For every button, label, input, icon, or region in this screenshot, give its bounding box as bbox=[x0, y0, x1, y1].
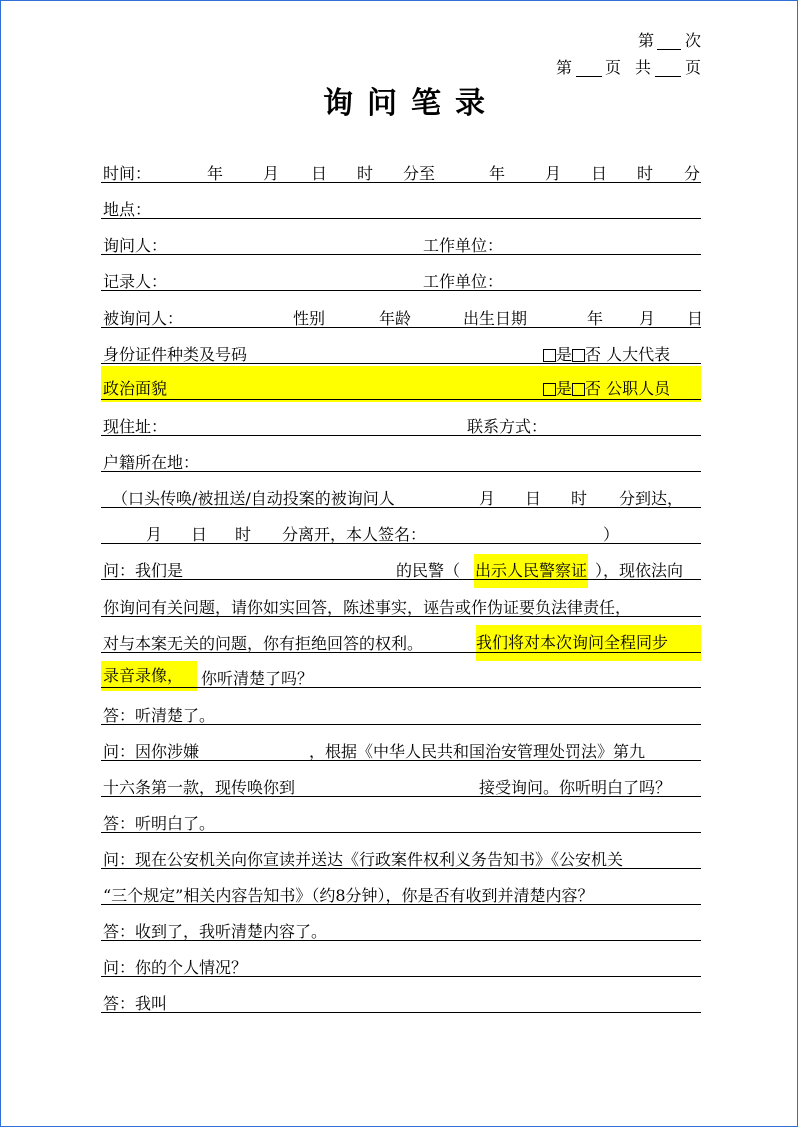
a1-field[interactable] bbox=[101, 724, 701, 725]
q2-line-1 bbox=[101, 760, 701, 761]
leave-close-paren: ） bbox=[603, 525, 620, 544]
q3-line-1 bbox=[101, 868, 701, 869]
a2-text: 答：听明白了。 bbox=[103, 814, 216, 833]
npc-no-label: 否 bbox=[585, 345, 602, 364]
total-label-suffix: 页 bbox=[685, 58, 702, 77]
time-end-minute: 分 bbox=[684, 164, 701, 183]
leave-month: 月 bbox=[146, 525, 163, 544]
political-label: 政治面貌 bbox=[103, 379, 168, 398]
time-field[interactable] bbox=[101, 182, 701, 183]
contact-label: 联系方式： bbox=[467, 417, 548, 436]
civil-yes-checkbox[interactable] bbox=[543, 383, 556, 396]
time-end-hour: 时 bbox=[637, 164, 654, 183]
residence-field[interactable] bbox=[101, 435, 701, 436]
q4-text: 问：你的个人情况？ bbox=[103, 958, 248, 977]
dob-label: 出生日期 bbox=[463, 309, 528, 328]
total-pages-field[interactable] bbox=[655, 76, 681, 77]
time-end-day: 日 bbox=[591, 164, 608, 183]
session-label-prefix: 第 bbox=[638, 31, 655, 50]
time-label: 时间： bbox=[103, 164, 152, 183]
arrival-hour: 时 bbox=[571, 489, 588, 508]
arrival-day: 日 bbox=[525, 489, 542, 508]
civil-servant-label: 公职人员 bbox=[606, 379, 671, 398]
q1-line-1 bbox=[101, 579, 701, 580]
total-label-prefix: 共 bbox=[635, 58, 652, 77]
civil-no-label: 否 bbox=[585, 379, 602, 398]
a4-text: 答：我叫 bbox=[103, 994, 168, 1013]
recorder-label: 记录人： bbox=[103, 272, 168, 291]
dob-month-label: 月 bbox=[639, 309, 656, 328]
leave-signature-label: 分离开，本人签名： bbox=[282, 525, 427, 544]
hukou-field[interactable] bbox=[101, 471, 701, 472]
signature-field[interactable] bbox=[101, 543, 701, 544]
subject-label: 被询问人： bbox=[103, 309, 184, 328]
place-label: 地点： bbox=[103, 200, 152, 219]
asker-label: 询问人： bbox=[103, 236, 168, 255]
q1-text-a: 问：我们是 bbox=[103, 561, 184, 580]
page-title: 询问笔录 bbox=[323, 86, 499, 121]
q1-text-b: 的民警（ bbox=[396, 561, 461, 580]
time-end-year: 年 bbox=[489, 164, 506, 183]
civil-servant-choice bbox=[543, 379, 670, 399]
residence-label: 现住址： bbox=[103, 417, 168, 436]
q1-text-line4: 你听清楚了吗？ bbox=[201, 669, 314, 688]
session-label-suffix: 次 bbox=[685, 31, 702, 50]
a1-text: 答：听清楚了。 bbox=[103, 706, 216, 725]
a3-field[interactable] bbox=[101, 940, 701, 941]
q1-line-2 bbox=[101, 616, 701, 617]
q2-line-2 bbox=[101, 796, 701, 797]
session-number-field[interactable] bbox=[657, 49, 681, 50]
q3-text-line2: “三个规定”相关内容告知书》（约8分钟），你是否有收到并清楚内容？ bbox=[103, 886, 594, 905]
arrival-field[interactable] bbox=[101, 507, 701, 508]
subject-field[interactable] bbox=[101, 327, 701, 328]
a3-text: 答：收到了，我听清楚内容了。 bbox=[103, 922, 328, 941]
q2-text-a: 问：因你涉嫌 bbox=[103, 742, 200, 761]
dob-day-label: 日 bbox=[687, 309, 704, 328]
time-start-day: 日 bbox=[311, 164, 328, 183]
leave-hour: 时 bbox=[235, 525, 252, 544]
arrival-text: （口头传唤/被扭送/自动投案的被询问人 bbox=[112, 489, 395, 508]
recorder-field[interactable] bbox=[101, 290, 701, 291]
q2-text-c: 十六条第一款，现传唤你到 bbox=[103, 778, 296, 797]
time-start-month: 月 bbox=[263, 164, 280, 183]
npc-deputy-label: 人大代表 bbox=[606, 345, 671, 364]
q1-highlight-police-card: 出示人民警察证 bbox=[474, 554, 588, 588]
asker-field[interactable] bbox=[101, 254, 701, 255]
npc-yes-checkbox[interactable] bbox=[543, 349, 556, 362]
recorder-unit-label: 工作单位： bbox=[423, 272, 504, 291]
npc-deputy-choice bbox=[543, 345, 670, 365]
q3-text-line1: 问：现在公安机关向你宣读并送达《行政案件权利义务告知书》《公安机关 bbox=[103, 850, 624, 869]
q3-line-2 bbox=[101, 904, 701, 905]
time-start-year: 年 bbox=[207, 164, 224, 183]
political-field[interactable] bbox=[101, 399, 701, 400]
dob-year-label: 年 bbox=[587, 309, 604, 328]
id-label: 身份证件种类及号码 bbox=[103, 345, 248, 364]
q1-line-3 bbox=[101, 652, 701, 653]
q1-line-4 bbox=[101, 687, 701, 688]
leave-day: 日 bbox=[191, 525, 208, 544]
time-end-month: 月 bbox=[545, 164, 562, 183]
gender-label: 性别 bbox=[293, 309, 326, 328]
q2-text-d: 接受询问。你听明白了吗？ bbox=[479, 778, 672, 797]
hukou-label: 户籍所在地： bbox=[103, 453, 200, 472]
civil-yes-label: 是 bbox=[556, 379, 573, 398]
arrival-month: 月 bbox=[479, 489, 496, 508]
a4-field[interactable] bbox=[101, 1012, 701, 1013]
page-label-suffix: 页 bbox=[605, 58, 622, 77]
time-start-hour: 时 bbox=[357, 164, 374, 183]
asker-unit-label: 工作单位： bbox=[423, 236, 504, 255]
q4-line bbox=[101, 976, 701, 977]
arrival-minute: 分到达， bbox=[619, 489, 684, 508]
time-start-minute-to: 分至 bbox=[403, 164, 436, 183]
age-label: 年龄 bbox=[379, 309, 412, 328]
npc-yes-label: 是 bbox=[556, 345, 573, 364]
q1-text-line2: 你询问有关问题，请你如实回答，陈述事实，诬告或作伪证要负法律责任， bbox=[103, 598, 632, 617]
place-field[interactable] bbox=[101, 218, 701, 219]
npc-no-checkbox[interactable] bbox=[572, 349, 585, 362]
id-field[interactable] bbox=[101, 363, 701, 364]
a2-field[interactable] bbox=[101, 832, 701, 833]
civil-no-checkbox[interactable] bbox=[572, 383, 585, 396]
q2-text-b: ，根据《中华人民共和国治安管理处罚法》第九 bbox=[309, 742, 646, 761]
q1-highlight-recording-b: 录音录像， bbox=[101, 661, 197, 691]
q1-highlight-recording-a: 我们将对本次询问全程同步 bbox=[476, 625, 701, 661]
q1-text-c: ），现依法向 bbox=[595, 561, 684, 580]
page-number-field[interactable] bbox=[576, 76, 602, 77]
q1-text-line3: 对与本案无关的问题，你有拒绝回答的权利。 bbox=[103, 634, 424, 653]
page-label-prefix: 第 bbox=[556, 58, 573, 77]
